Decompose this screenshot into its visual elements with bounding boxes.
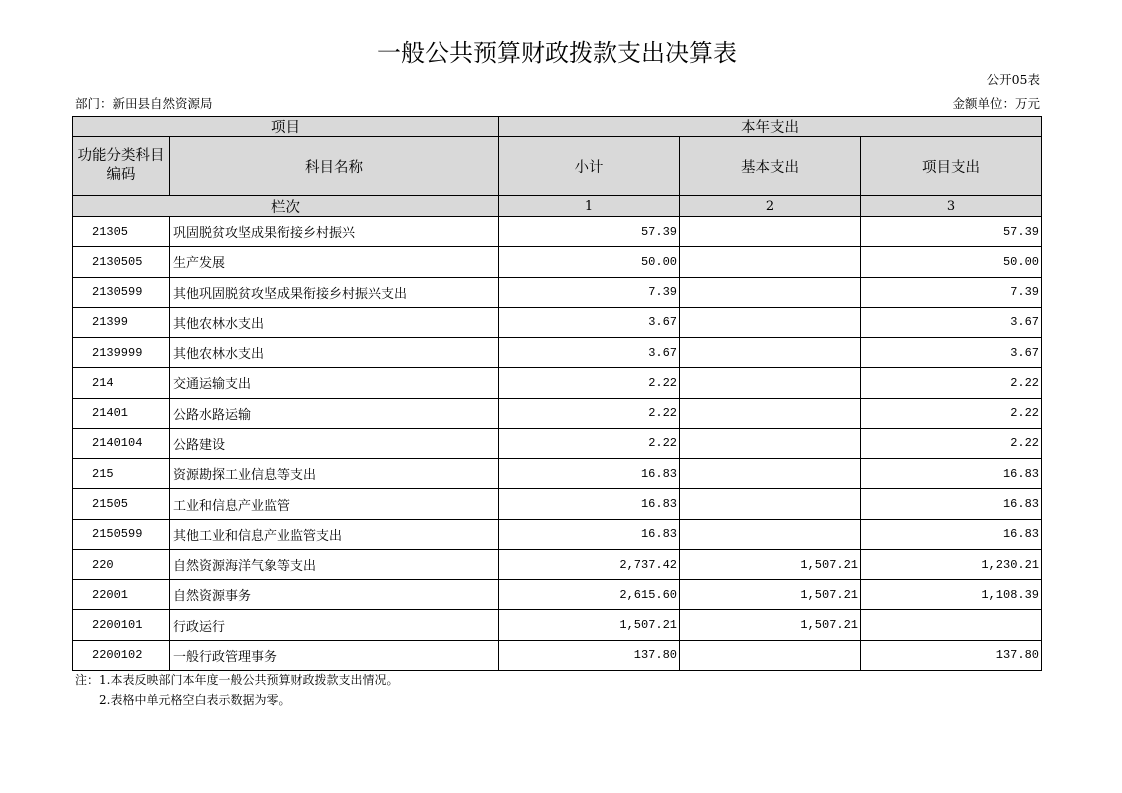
- row-subtotal-cell: 16.83: [499, 489, 680, 519]
- row-name-cell: 巩固脱贫攻坚成果衔接乡村振兴: [170, 217, 499, 247]
- row-project-expense-cell: 57.39: [861, 217, 1042, 247]
- form-code-label: 公开05表: [986, 72, 1040, 87]
- row-subtotal-cell: 50.00: [499, 247, 680, 277]
- row-code-cell: 21305: [73, 217, 170, 247]
- row-name-cell: 自然资源事务: [170, 580, 499, 610]
- row-subtotal-cell: 3.67: [499, 338, 680, 368]
- row-name-cell: 其他农林水支出: [170, 338, 499, 368]
- header-basic-expense: 基本支出: [680, 137, 861, 196]
- header-subject-name: 科目名称: [170, 137, 499, 196]
- row-code-cell: 22001: [73, 580, 170, 610]
- row-basic-expense-cell: 1,507.21: [680, 610, 861, 640]
- row-name-cell: 工业和信息产业监管: [170, 489, 499, 519]
- row-code-cell: 2150599: [73, 520, 170, 550]
- row-subtotal-cell: 2.22: [499, 368, 680, 398]
- row-basic-expense-cell: [680, 278, 861, 308]
- row-name-cell: 行政运行: [170, 610, 499, 640]
- row-project-expense-cell: 16.83: [861, 520, 1042, 550]
- row-name-cell: 生产发展: [170, 247, 499, 277]
- row-code-cell: 220: [73, 550, 170, 580]
- row-code-cell: 21505: [73, 489, 170, 519]
- row-code-cell: 2200101: [73, 610, 170, 640]
- row-project-expense-cell: 2.22: [861, 368, 1042, 398]
- row-subtotal-cell: 2,737.42: [499, 550, 680, 580]
- row-subtotal-cell: 2.22: [499, 429, 680, 459]
- header-project-expense: 项目支出: [861, 137, 1042, 196]
- row-code-cell: 2130599: [73, 278, 170, 308]
- header-column-index: 栏次: [73, 196, 499, 217]
- budget-table: [72, 116, 1042, 671]
- row-subtotal-cell: 16.83: [499, 459, 680, 489]
- row-basic-expense-cell: [680, 217, 861, 247]
- header-col-3: 3: [861, 196, 1042, 217]
- row-name-cell: 公路建设: [170, 429, 499, 459]
- row-basic-expense-cell: [680, 641, 861, 671]
- row-basic-expense-cell: [680, 247, 861, 277]
- header-function-code-label: 功能分类科目编码: [77, 148, 165, 183]
- row-project-expense-cell: 16.83: [861, 459, 1042, 489]
- row-code-cell: 215: [73, 459, 170, 489]
- row-project-expense-cell: 2.22: [861, 429, 1042, 459]
- row-code-cell: 214: [73, 368, 170, 398]
- header-col-2: 2: [680, 196, 861, 217]
- row-project-expense-cell: 16.83: [861, 489, 1042, 519]
- department-label: 部门：新田县自然资源局: [75, 96, 213, 111]
- row-subtotal-cell: 2,615.60: [499, 580, 680, 610]
- row-name-cell: 资源勘探工业信息等支出: [170, 459, 499, 489]
- row-basic-expense-cell: [680, 489, 861, 519]
- row-name-cell: 其他农林水支出: [170, 308, 499, 338]
- row-subtotal-cell: 7.39: [499, 278, 680, 308]
- row-project-expense-cell: 3.67: [861, 338, 1042, 368]
- amount-unit-label: 金额单位：万元: [952, 96, 1040, 111]
- row-subtotal-cell: 16.83: [499, 520, 680, 550]
- row-subtotal-cell: 2.22: [499, 399, 680, 429]
- row-name-cell: 其他巩固脱贫攻坚成果衔接乡村振兴支出: [170, 278, 499, 308]
- row-project-expense-cell: 137.80: [861, 641, 1042, 671]
- row-basic-expense-cell: [680, 459, 861, 489]
- row-code-cell: 2200102: [73, 641, 170, 671]
- row-name-cell: 一般行政管理事务: [170, 641, 499, 671]
- header-current-year-expense: 本年支出: [499, 117, 1042, 137]
- header-subtotal: 小计: [499, 137, 680, 196]
- notes: [75, 670, 398, 710]
- row-project-expense-cell: [861, 610, 1042, 640]
- row-subtotal-cell: 3.67: [499, 308, 680, 338]
- row-code-cell: 21401: [73, 399, 170, 429]
- note-line: 2.表格中单元格空白表示数据为零。: [99, 693, 291, 707]
- header-item: 项目: [73, 117, 499, 137]
- row-basic-expense-cell: [680, 368, 861, 398]
- row-name-cell: 公路水路运输: [170, 399, 499, 429]
- row-basic-expense-cell: [680, 338, 861, 368]
- row-basic-expense-cell: [680, 308, 861, 338]
- row-basic-expense-cell: [680, 429, 861, 459]
- header-function-code: [73, 137, 170, 196]
- row-subtotal-cell: 137.80: [499, 641, 680, 671]
- page-title: 一般公共预算财政拨款支出决算表: [377, 39, 737, 67]
- row-basic-expense-cell: 1,507.21: [680, 550, 861, 580]
- row-name-cell: 其他工业和信息产业监管支出: [170, 520, 499, 550]
- row-subtotal-cell: 1,507.21: [499, 610, 680, 640]
- row-basic-expense-cell: 1,507.21: [680, 580, 861, 610]
- row-name-cell: 自然资源海洋气象等支出: [170, 550, 499, 580]
- row-basic-expense-cell: [680, 399, 861, 429]
- note-line: 1.本表反映部门本年度一般公共预算财政拨款支出情况。: [99, 673, 399, 687]
- row-code-cell: 2139999: [73, 338, 170, 368]
- note-lines: [99, 670, 398, 710]
- row-project-expense-cell: 50.00: [861, 247, 1042, 277]
- note-prefix: 注：: [75, 673, 100, 687]
- row-project-expense-cell: 3.67: [861, 308, 1042, 338]
- row-basic-expense-cell: [680, 520, 861, 550]
- header-col-1: 1: [499, 196, 680, 217]
- row-project-expense-cell: 2.22: [861, 399, 1042, 429]
- row-subtotal-cell: 57.39: [499, 217, 680, 247]
- row-name-cell: 交通运输支出: [170, 368, 499, 398]
- row-project-expense-cell: 1,108.39: [861, 580, 1042, 610]
- row-code-cell: 21399: [73, 308, 170, 338]
- row-code-cell: 2130505: [73, 247, 170, 277]
- row-project-expense-cell: 1,230.21: [861, 550, 1042, 580]
- row-project-expense-cell: 7.39: [861, 278, 1042, 308]
- row-code-cell: 2140104: [73, 429, 170, 459]
